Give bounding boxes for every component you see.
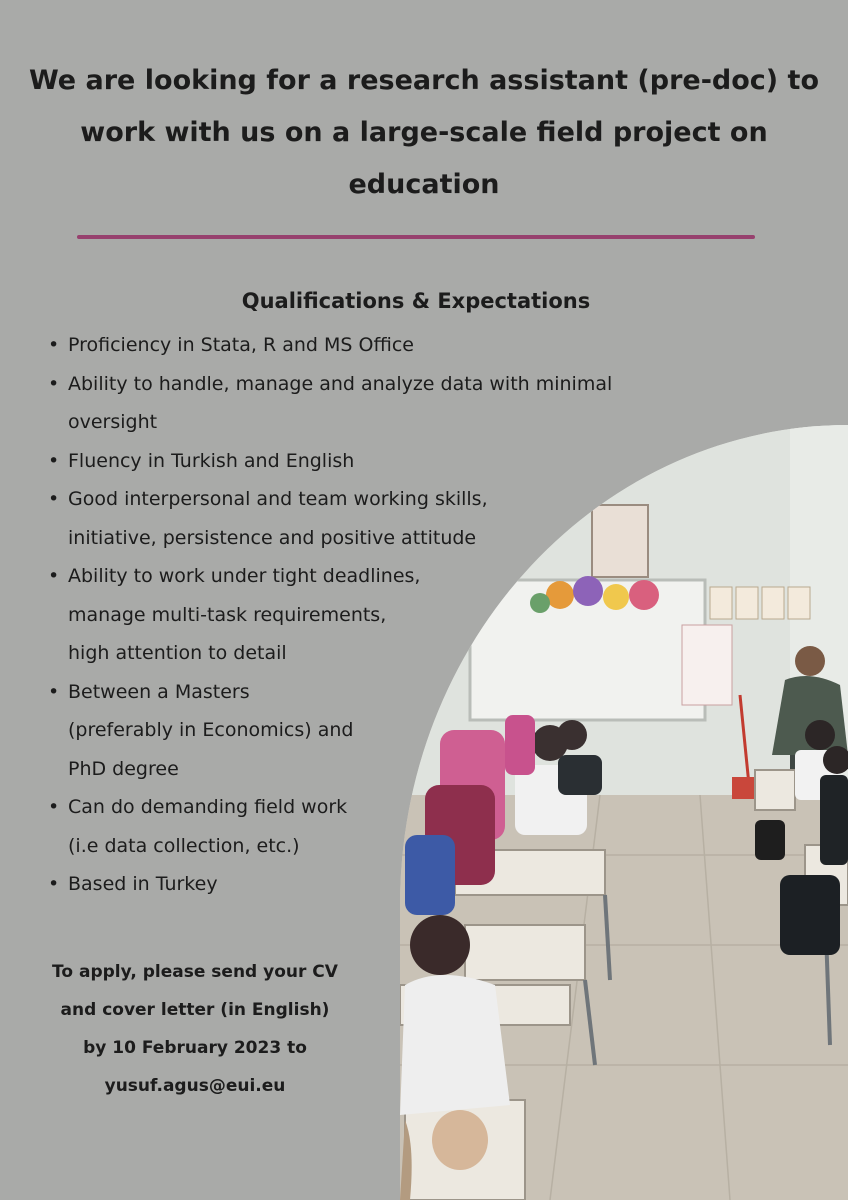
qualification-text-cont: (i.e data collection, etc.) xyxy=(68,834,300,857)
qualification-text: Based in Turkey xyxy=(68,873,218,895)
list-item xyxy=(44,673,724,789)
apply-line: by 10 February 2023 to xyxy=(83,1038,307,1058)
apply-line: and cover letter (in English) xyxy=(60,1000,330,1020)
list-item xyxy=(44,865,724,904)
list-item xyxy=(44,557,724,673)
qualification-text-cont: oversight xyxy=(68,411,158,433)
list-item xyxy=(44,326,724,365)
qualification-text: Fluency in Turkish and English xyxy=(68,449,355,472)
qualification-text: • Can do demanding field work xyxy=(68,796,348,818)
qualification-text-cont: PhD degree xyxy=(68,757,179,780)
title-divider xyxy=(77,235,755,239)
page-title: We are looking for a research assistant (pre-doc) to work with us on a large-scale field project on education xyxy=(28,65,819,200)
list-item xyxy=(44,365,724,442)
qualifications-heading: Qualifications & Expectations xyxy=(241,289,591,313)
qualification-text: • Ability to work under tight deadlines, xyxy=(68,565,421,587)
qualification-text-cont: high attention to detail xyxy=(68,642,287,664)
qualification-text-cont: initiative, persistence and positive attitude xyxy=(68,526,477,549)
contact-email[interactable]: yusuf.agus@eui.eu xyxy=(104,1076,286,1096)
qualification-text: • Good interpersonal and team working skills, xyxy=(68,488,488,510)
list-item xyxy=(44,442,724,481)
qualification-text: Proficiency in Stata, R and MS Office xyxy=(68,334,414,356)
apply-instructions xyxy=(10,953,380,1105)
list-item xyxy=(44,788,724,865)
qualifications-list xyxy=(44,326,724,904)
list-item xyxy=(44,480,724,557)
qualification-text: • Between a Masters xyxy=(68,680,250,703)
qualification-text: • Ability to handle, manage and analyze data with minimal xyxy=(68,372,613,395)
qualification-text-cont: manage multi-task requirements, xyxy=(68,603,387,626)
apply-line: To apply, please send your CV xyxy=(52,962,338,982)
qualification-text-cont: (preferably in Economics) and xyxy=(68,719,354,741)
